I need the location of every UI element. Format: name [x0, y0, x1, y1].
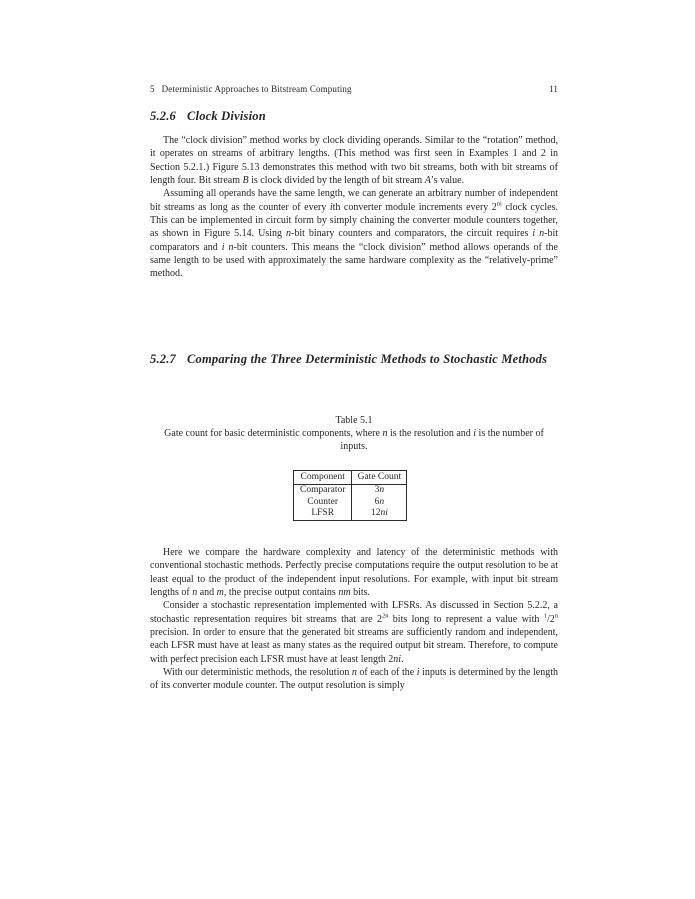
paragraph: Consider a stochastic representation implemented with LFSRs. As discussed in Section 5.2.2, a stochastic representation requires bit streams that are $2^{2n}$ bits long to represent a value with $^1$/2$^n$ precision. In order to ensure that the generated bit streams are sufficiently random and independent, each LFSR must have at least as many states as the required output bit stream. Therefore, to compute with perfect precision each LFSR must have at least length 2ni.	[150, 600, 558, 665]
section-heading-clock-division	[150, 107, 558, 126]
table-row	[294, 497, 407, 509]
gate-count-cell: 3n	[352, 485, 407, 497]
table-row	[294, 485, 407, 497]
column-header-gate-count: Gate Count	[352, 471, 407, 485]
gate-count-table	[293, 470, 407, 521]
section-clock-division-body	[150, 134, 558, 281]
column-header-component: Component	[294, 471, 352, 485]
component-cell: Comparator	[300, 485, 346, 495]
gate-count-cell: 12ni	[352, 508, 407, 520]
section-number: 5.2.6	[150, 109, 176, 123]
section-title: Comparing the Three Deterministic Methods to Stochastic Methods	[187, 352, 548, 366]
page-number: 11	[549, 84, 558, 94]
running-title	[150, 84, 352, 95]
section-heading-comparison	[150, 350, 558, 369]
paragraph: With our deterministic methods, the resolution n of each of the i inputs is determined by the length of its converter module counter. The output resolution is simply	[150, 667, 559, 692]
table-caption-text: Gate count for basic deterministic components, where n is the resolution and i is the number of inputs.	[164, 428, 544, 453]
running-title-text: Deterministic Approaches to Bitstream Computing	[161, 84, 352, 94]
page-header	[150, 84, 558, 95]
section-comparison-body	[150, 546, 558, 693]
table-row	[294, 508, 407, 520]
section-title: Clock Division	[187, 109, 266, 123]
paragraph: Assuming all operands have the same length, we can generate an arbitrary number of independent bit streams as long as the counter of every ith converter module increments every $2^{ni}$ clock cycles. This can be implemented in circuit form by simply chaining the converter module counters together, as shown in Figure 5.14. Using n-bit binary counters and comparators, the circuit requires i n-bit comparators and i n-bit counters. This means the “clock division” method allows operands of the same length to be used with approximately the same hardware complexity as the “relatively-prime” method.	[150, 188, 559, 280]
component-cell: LFSR	[311, 508, 335, 519]
chapter-number: 5	[150, 84, 155, 94]
gate-count-cell: 6n	[352, 497, 407, 509]
section-number: 5.2.7	[150, 352, 176, 366]
paragraph: The “clock division” method works by clock dividing operands. Similar to the “rotation” method, it operates on streams of arbitrary lengths. (This method was first seen in Examples 1 and 2 in Section 5.2.1.) Figure 5.13 demonstrates this method with two bit streams, both with bit streams of length four. Bit stream B is clock divided by the length of bit stream A’s value.	[150, 135, 558, 187]
table-caption	[150, 414, 558, 454]
table-header-row	[294, 471, 407, 485]
component-cell: Counter	[307, 496, 338, 507]
table-label: Table 5.1	[335, 415, 373, 426]
paragraph: Here we compare the hardware complexity and latency of the deterministic methods with conventional stochastic methods. Perfectly precise computations require the output resolution to be at least equal to the product of the independent input resolutions. For example, with input bit stream lengths of n and m, the precise output contains nm bits.	[150, 547, 558, 599]
